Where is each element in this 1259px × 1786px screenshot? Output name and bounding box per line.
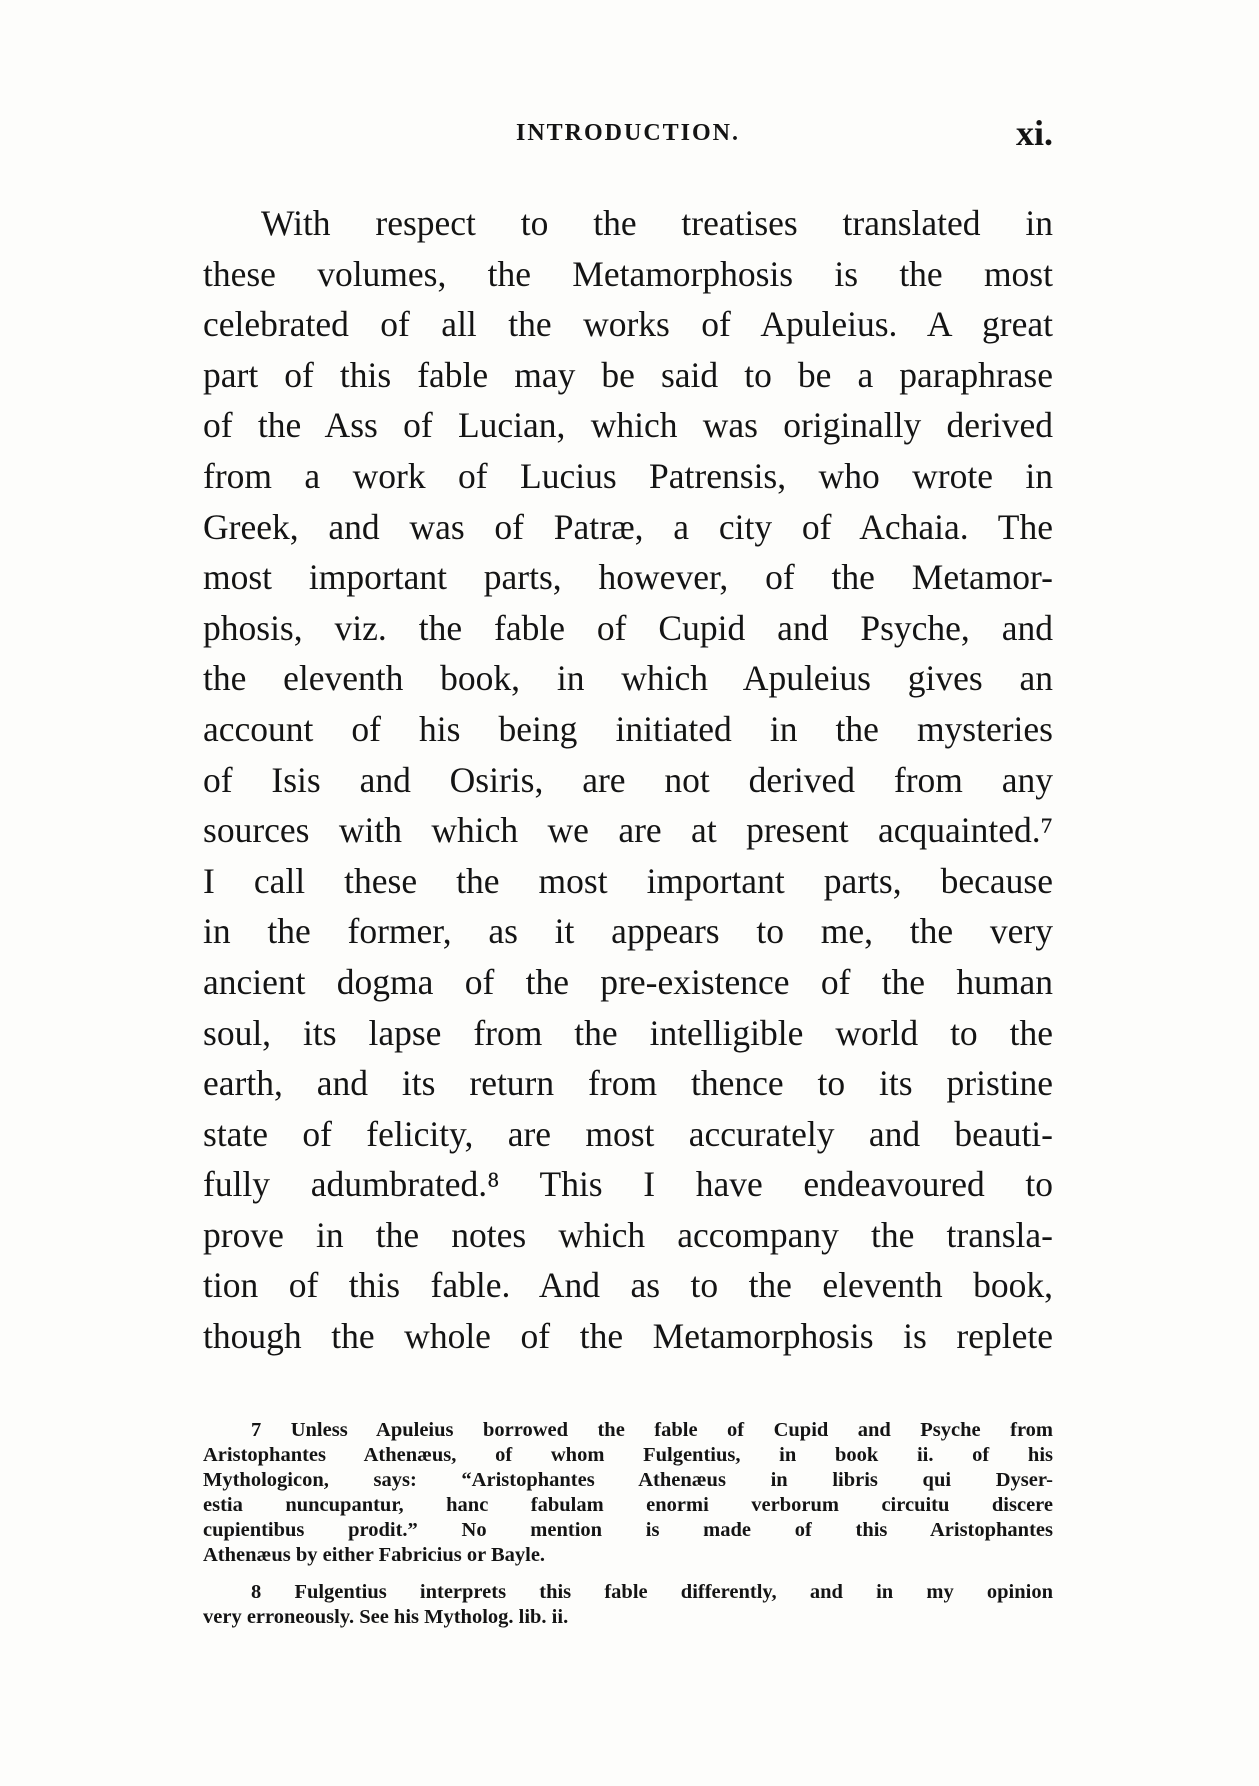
footnote-line: 7 Unless Apuleius borrowed the fable of Cupid and Psyche from: [251, 1419, 1053, 1441]
footnote-line: Mythologicon, says: “Aristophantes Athenæus in libris qui Dyser-: [203, 1469, 1053, 1491]
body-line: soul, its lapse from the intelligible world to the: [203, 1012, 1053, 1053]
body-line: state of felicity, are most accurately and beauti-: [203, 1113, 1053, 1154]
body-line: prove in the notes which accompany the transla-: [203, 1214, 1053, 1255]
footnotes: [203, 1418, 1053, 1630]
body-line: of the Ass of Lucian, which was originally derived: [203, 405, 1053, 446]
body-line: most important parts, however, of the Metamor-: [203, 557, 1053, 598]
body-line: With respect to the treatises translated in: [261, 203, 1053, 243]
body-line: account of his being initiated in the mysteries: [203, 708, 1053, 749]
body-line: ancient dogma of the pre-existence of the human: [203, 961, 1053, 1002]
body-line: earth, and its return from thence to its pristine: [203, 1063, 1053, 1104]
body-line: celebrated of all the works of Apuleius. A great: [203, 304, 1053, 345]
body-line: of Isis and Osiris, are not derived from any: [203, 759, 1053, 800]
body-line: though the whole of the Metamorphosis is replete: [203, 1316, 1053, 1357]
footnote-line: very erroneously. See his Mytholog. lib. ii.: [203, 1606, 569, 1628]
body-line: tion of this fable. And as to the eleventh book,: [203, 1265, 1053, 1306]
footnote-line: estia nuncupantur, hanc fabulam enormi verborum circuitu discere: [203, 1494, 1053, 1516]
page-number: xi.: [1015, 113, 1053, 153]
footnote-7: [203, 1418, 1053, 1568]
footnote-line: Aristophantes Athenæus, of whom Fulgentius, in book ii. of his: [203, 1444, 1053, 1466]
footnote-line: 8 Fulgentius interprets this fable differently, and in my opinion: [251, 1581, 1053, 1603]
body-line: from a work of Lucius Patrensis, who wrote in: [203, 455, 1053, 496]
body-line: the eleventh book, in which Apuleius gives an: [203, 658, 1053, 699]
body-line: phosis, viz. the fable of Cupid and Psyche, and: [203, 607, 1053, 648]
footnote-line: cupientibus prodit.” No mention is made of this Aristophantes: [203, 1519, 1053, 1541]
body-line: I call these the most important parts, because: [203, 860, 1053, 901]
body-paragraph: [203, 198, 1053, 1362]
body-line: sources with which we are at present acquainted.⁷: [203, 810, 1053, 851]
footnote-line: Athenæus by either Fabricius or Bayle.: [203, 1544, 546, 1566]
body-line: Greek, and was of Patræ, a city of Achaia. The: [203, 506, 1053, 547]
footnote-gap: [203, 1568, 1053, 1580]
body-line: in the former, as it appears to me, the very: [203, 911, 1053, 952]
body-line: fully adumbrated.⁸ This I have endeavoured to: [203, 1164, 1053, 1205]
footnote-8: [203, 1580, 1053, 1630]
body-line: part of this fable may be said to be a paraphrase: [203, 354, 1053, 395]
running-head: [203, 112, 1053, 152]
body-line: these volumes, the Metamorphosis is the most: [203, 253, 1053, 294]
running-head-title: INTRODUCTION.: [515, 120, 741, 146]
